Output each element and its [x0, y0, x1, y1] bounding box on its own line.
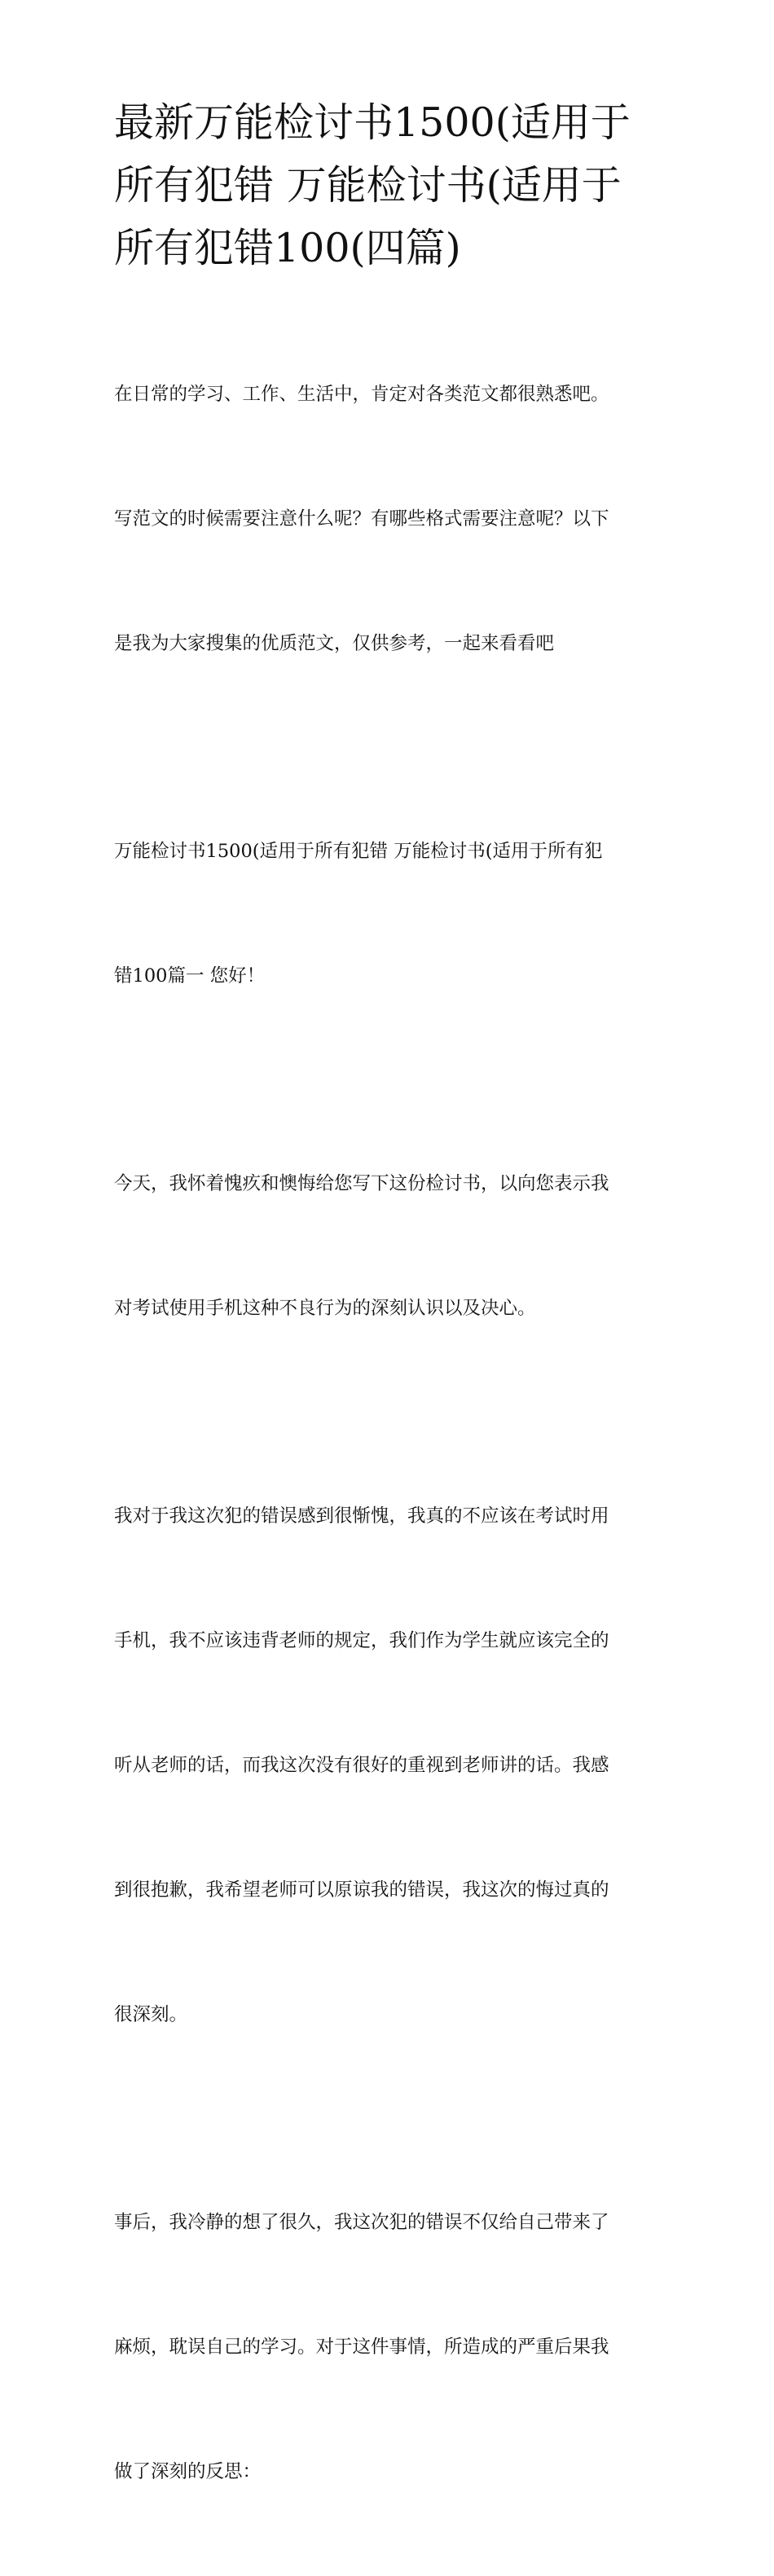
text-line: 对考试使用手机这种不良行为的深刻认识以及决心。 — [114, 1298, 536, 1319]
text-line: 今天，我怀着愧疚和懊悔给您写下这份检讨书，以向您表示我 — [114, 1173, 609, 1194]
document-body — [114, 291, 668, 2576]
text-line: 做了深刻的反思： — [114, 2461, 262, 2482]
text-line: 我对于我这次犯的错误感到很惭愧，我真的不应该在考试时用 — [114, 1506, 609, 1527]
text-line: 听从老师的话，而我这次没有很好的重视到老师讲的话。我感 — [114, 1755, 609, 1776]
text-line: 很深刻。 — [114, 2004, 188, 2025]
paragraph-intro — [114, 291, 668, 748]
title-line: 最新万能检讨书1500(适用于 — [114, 99, 631, 146]
paragraph-apology-opening — [114, 1080, 668, 1413]
text-line: 麻烦，耽误自己的学习。对于这件事情，所造成的严重后果我 — [114, 2336, 609, 2358]
text-line: 是我为大家搜集的优质范文，仅供参考，一起来看看吧 — [114, 633, 555, 654]
title-line: 所有犯错 万能检讨书(适用于 — [114, 162, 622, 209]
document-page — [114, 91, 668, 2576]
text-line: 事后，我冷静的想了很久，我这次犯的错误不仅给自己带来了 — [114, 2212, 609, 2233]
text-line: 手机，我不应该违背老师的规定，我们作为学生就应该完全的 — [114, 1630, 609, 1651]
text-line: 万能检讨书1500(适用于所有犯错 万能检讨书(适用于所有犯 — [114, 841, 603, 862]
paragraph-reflection — [114, 2119, 668, 2576]
title-line: 所有犯错100(四篇) — [114, 225, 461, 271]
text-line: 到很抱歉，我希望老师可以原谅我的错误，我这次的悔过真的 — [114, 1879, 609, 1901]
text-line: 写范文的时候需要注意什么呢？有哪些格式需要注意呢？以下 — [114, 508, 609, 530]
paragraph-apology-body — [114, 1413, 668, 2119]
document-title — [114, 91, 668, 279]
text-line: 错100篇一 您好！ — [114, 965, 266, 987]
paragraph-heading — [114, 748, 668, 1080]
text-line: 在日常的学习、工作、生活中，肯定对各类范文都很熟悉吧。 — [114, 384, 609, 405]
